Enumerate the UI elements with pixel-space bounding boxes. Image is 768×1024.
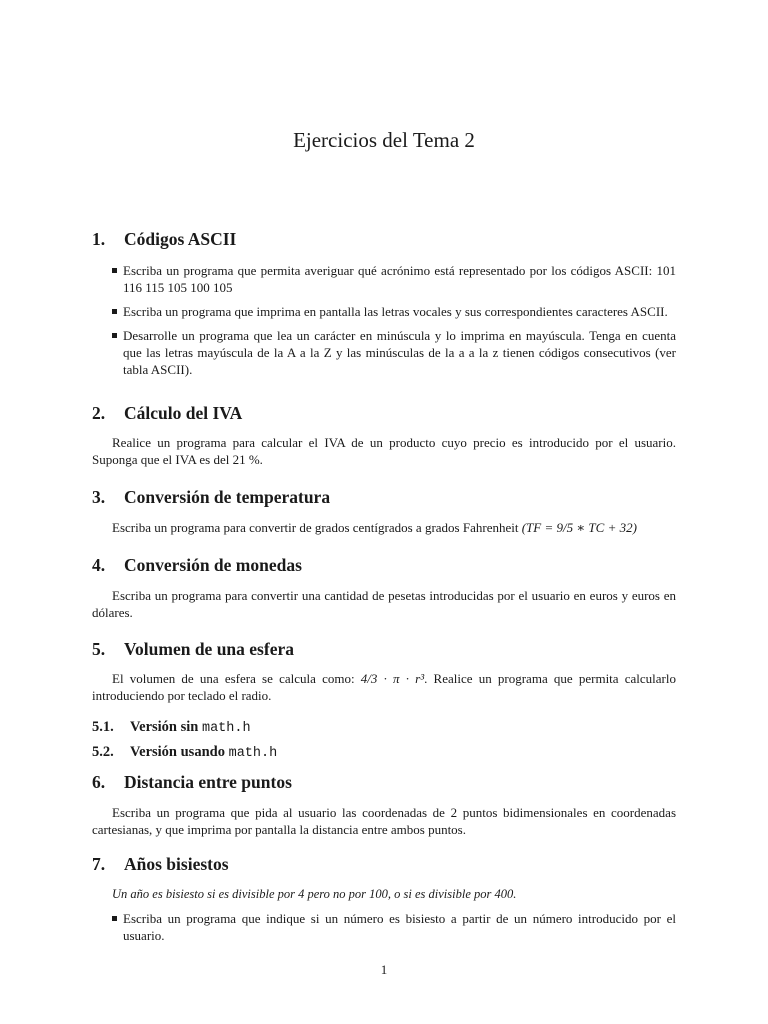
section-distancia-text: Escriba un programa que pida al usuario las coordenadas de 2 puntos bidimensionales en coordenadas cartesianas, y que imprima por pantalla la distancia entre ambos puntos. — [92, 805, 676, 837]
bullet-icon — [112, 916, 117, 921]
section-temperatura-text: Escriba un programa para convertir de grados centígrados a grados Fahrenheit (TF = 9/5 ∗ TC + 32) — [112, 520, 637, 535]
section-heading-monedas — [92, 555, 676, 576]
section-number: 1. — [92, 229, 106, 249]
section-number: 7. — [92, 854, 106, 874]
section-title: Distancia entre puntos — [124, 772, 292, 792]
section-title: Conversión de monedas — [124, 555, 302, 575]
bullet-icon — [112, 268, 117, 273]
subsection-sin-math: 5.1. Versión sin math.h — [92, 719, 251, 736]
section-title: Conversión de temperatura — [124, 487, 331, 507]
section-bisiestos-note: Un año es bisiesto si es divisible por 4 pero no por 100, o si es divisible por 400. — [112, 887, 517, 901]
section-heading-iva — [92, 403, 676, 424]
sphere-volume-formula: 4/3 · π · r³ — [360, 671, 425, 686]
bullet-icon — [112, 309, 117, 314]
section-number: 5. — [92, 639, 106, 659]
section-iva-text: Realice un programa para calcular el IVA de un producto cuyo precio es introducido por el usuario. Suponga que el IVA es del 21 %. — [92, 435, 676, 467]
section-heading-esfera — [92, 639, 676, 660]
subsection-usando-math: 5.2. Versión usando math.h — [92, 744, 278, 761]
section-title: Cálculo del IVA — [124, 403, 243, 423]
section-title: Años bisiestos — [124, 854, 229, 874]
list-item: Desarrolle un programa que lea un carácter en minúscula y lo imprima en mayúscula. Tenga en cuenta que las letras mayúscula de la A a la Z y las minúsculas de la a a la z tienen códigos consecutivos (ver tabla ASCII). — [92, 327, 676, 378]
document-title: Ejercicios del Tema 2 — [293, 128, 475, 152]
section-bisiestos-list — [92, 910, 676, 951]
section-monedas-text: Escriba un programa para convertir una cantidad de pesetas introducidas por el usuario en euros y euros en dólares. — [92, 588, 676, 620]
list-item: Escriba un programa que permita averiguar qué acrónimo está representado por los códigos ASCII: 101 116 115 105 100 105 — [92, 262, 676, 296]
section-heading-distancia — [92, 772, 676, 793]
section-heading-ascii — [92, 229, 676, 250]
list-item: Escriba un programa que indique si un número es bisiesto a partir de un número introducido por el usuario. — [92, 910, 676, 944]
section-ascii-list — [92, 262, 676, 385]
section-number: 2. — [92, 403, 106, 423]
section-heading-bisiestos — [92, 854, 676, 875]
section-esfera-text: El volumen de una esfera se calcula como: 4/3 · π · r³. Realice un programa que permita calcularlo introduciendo por teclado el radio. — [92, 671, 676, 703]
section-heading-temperatura — [92, 487, 676, 508]
page-number: 1 — [380, 962, 388, 977]
section-title: Volumen de una esfera — [124, 639, 294, 659]
list-item: Escriba un programa que imprima en pantalla las letras vocales y sus correspondientes caracteres ASCII. — [92, 303, 676, 320]
section-number: 6. — [92, 772, 106, 792]
section-number: 3. — [92, 487, 106, 507]
section-title: Códigos ASCII — [124, 229, 237, 249]
temperature-formula: (TF = 9/5 ∗ TC + 32) — [521, 520, 637, 535]
section-number: 4. — [92, 555, 106, 575]
bullet-icon — [112, 333, 117, 338]
